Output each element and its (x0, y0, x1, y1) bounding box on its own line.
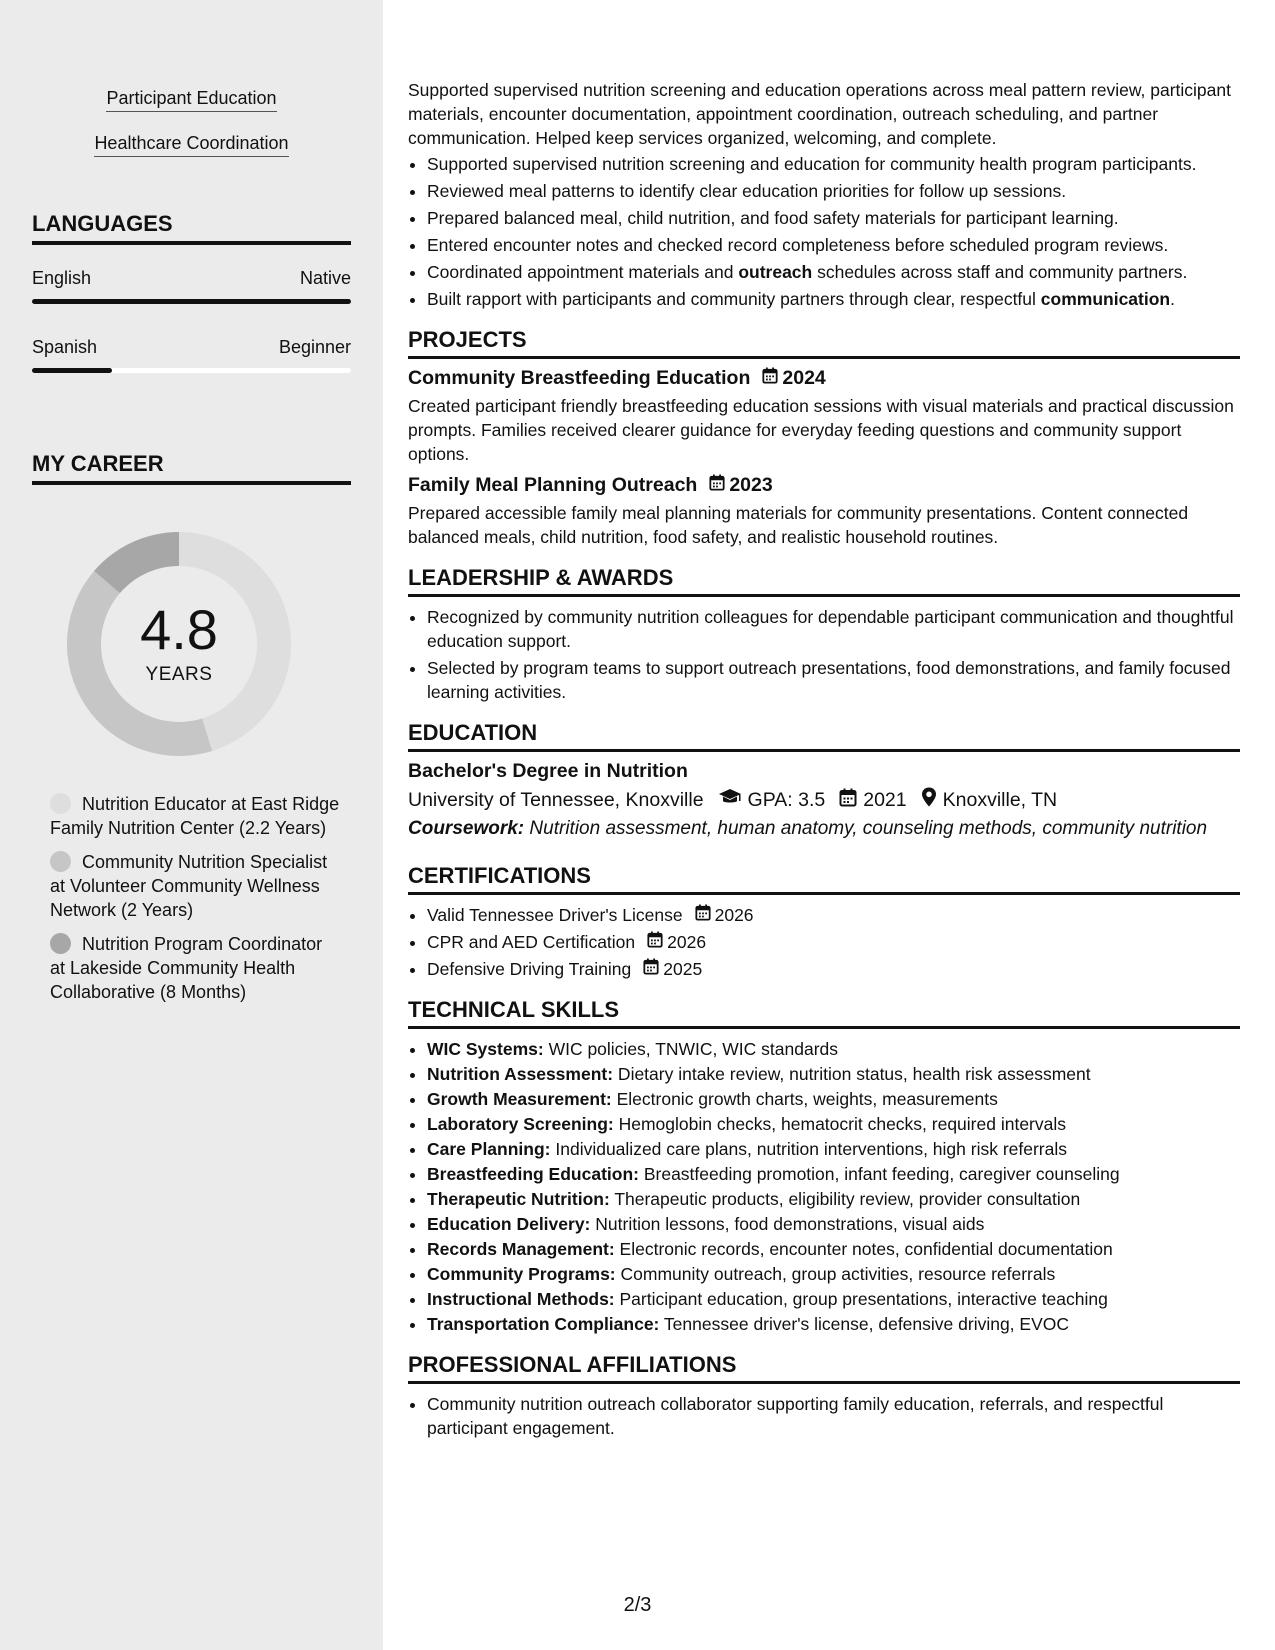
career-legend-dot (50, 933, 71, 954)
skill-text: Participant education, group presentations, interactive teaching (614, 1289, 1108, 1309)
bullet-text: schedules across staff and community partners. (812, 262, 1188, 282)
career-list (50, 792, 340, 1014)
career-legend-dot (50, 851, 71, 872)
location-pin-icon (921, 787, 937, 813)
skill-text: WIC policies, TNWIC, WIC standards (543, 1039, 839, 1059)
certification-year: 2026 (667, 932, 707, 952)
skill-label: Nutrition Assessment: (427, 1064, 614, 1084)
project-name: Community Breastfeeding Education (408, 367, 751, 389)
projects-list (408, 367, 1240, 549)
bullet-text: Coordinated appointment materials and (427, 262, 739, 282)
language-row (32, 268, 351, 289)
experience-bullet (427, 260, 1240, 284)
skill-item (427, 1287, 1240, 1311)
sidebar (0, 0, 383, 1650)
skills-heading: TECHNICAL SKILLS (408, 997, 1240, 1029)
graduation-year: 2021 (863, 788, 907, 811)
career-item (50, 792, 340, 840)
skill-text: Electronic records, encounter notes, confidential documentation (614, 1239, 1113, 1259)
experience-summary: Supported supervised nutrition screening and education operations across meal pattern review, participant materials, encounter documentation, appointment coordination, outreach scheduling, and partner communication. Helped keep services organized, welcoming, and complete. (408, 80, 1231, 148)
skill-item (427, 1312, 1240, 1336)
skill-text: Tennessee driver's license, defensive driving, EVOC (659, 1314, 1069, 1334)
language-name: Spanish (32, 337, 98, 357)
projects-heading: PROJECTS (408, 327, 1240, 359)
career-total-unit: YEARS (145, 664, 213, 685)
languages-heading: LANGUAGES (32, 211, 351, 245)
bullet-text: Entered encounter notes and checked record completeness before scheduled program reviews. (427, 235, 1169, 255)
education-heading: EDUCATION (408, 720, 1240, 752)
language-name: English (32, 268, 92, 288)
skill-text: Dietary intake review, nutrition status, health risk assessment (613, 1064, 1091, 1084)
calendar-icon (695, 903, 711, 927)
certification-name: • Valid Tennessee Driver's License (427, 905, 683, 925)
coursework-label: Coursework: (408, 818, 525, 839)
calendar-icon (839, 788, 857, 813)
skill-label: Breastfeeding Education: (427, 1164, 639, 1184)
project-header (408, 474, 1240, 497)
project-header (408, 367, 1240, 390)
page-number: 2/3 (623, 1594, 652, 1616)
language-proficiency-fill (32, 368, 112, 373)
certification-item (427, 903, 1240, 927)
language-proficiency-bar (32, 299, 351, 304)
career-item (50, 932, 340, 1004)
affiliations-heading: PROFESSIONAL AFFILIATIONS (408, 1352, 1240, 1384)
skill-item (427, 1062, 1240, 1086)
experience-bullet (427, 233, 1240, 257)
skill-text: Individualized care plans, nutrition interventions, high risk referrals (550, 1139, 1068, 1159)
calendar-icon (643, 957, 659, 981)
skills-list (408, 1037, 1240, 1336)
certifications-list (408, 903, 1240, 981)
career-heading: MY CAREER (32, 451, 351, 485)
skill-item (427, 1087, 1240, 1111)
skill-text: Electronic growth charts, weights, measurements (611, 1089, 998, 1109)
career-total-years: 4.8 (140, 598, 218, 661)
skill-label: Therapeutic Nutrition: (427, 1189, 610, 1209)
skill-tag: Healthcare Coordination (0, 133, 383, 154)
language-row (32, 337, 351, 358)
experience-bullet (427, 179, 1240, 203)
degree-title: Bachelor's Degree in Nutrition (408, 760, 688, 782)
affiliation-item: • Community nutrition outreach collaborator supporting family education, referrals, and respectful participant engagement. (427, 1392, 1240, 1440)
career-label: Nutrition Program Coordinator at Lakeside Community Health Collaborative (8 Months) (50, 934, 323, 1002)
skill-label: Care Planning: (427, 1139, 551, 1159)
project-year: 2023 (729, 474, 773, 496)
main-content (408, 78, 1240, 1443)
calendar-icon (709, 474, 725, 497)
skill-item (427, 1037, 1240, 1061)
certification-year: 2025 (663, 959, 703, 979)
certification-item (427, 957, 1240, 981)
skill-item (427, 1212, 1240, 1236)
graduation-cap-icon (718, 788, 742, 812)
skill-text: Hemoglobin checks, hematocrit checks, required intervals (613, 1114, 1067, 1134)
certification-item (427, 930, 1240, 954)
leadership-list (408, 605, 1240, 704)
bullet-text: . (1170, 289, 1175, 309)
calendar-icon (762, 367, 778, 390)
language-proficiency-fill (32, 299, 351, 304)
skill-label: Laboratory Screening: (427, 1114, 614, 1134)
language-level: Native (299, 268, 351, 288)
experience-bullet (427, 206, 1240, 230)
skill-item (427, 1262, 1240, 1286)
certification-row (427, 957, 702, 981)
career-label: Community Nutrition Specialist at Volunteer Community Wellness Network (2 Years) (50, 852, 328, 920)
career-label: Nutrition Educator at East Ridge Family Nutrition Center (2.2 Years) (50, 794, 340, 838)
project-description: Prepared accessible family meal planning materials for community presentations. Content connected balanced meals, child nutrition, food safety, and realistic household routines. (408, 503, 1189, 547)
coursework (408, 817, 1240, 841)
bullet-text: Supported supervised nutrition screening and education for community health program participants. (427, 154, 1197, 174)
affiliations-list (408, 1392, 1240, 1440)
school-name: University of Tennessee, Knoxville (408, 788, 704, 811)
certification-name: • CPR and AED Certification (427, 932, 636, 952)
certification-row (427, 903, 754, 927)
skill-label: WIC Systems: (427, 1039, 544, 1059)
career-item (50, 850, 340, 922)
leadership-heading: LEADERSHIP & AWARDS (408, 565, 1240, 597)
experience-bullets (408, 152, 1240, 311)
calendar-icon (647, 930, 663, 954)
skill-label: Education Delivery: (427, 1214, 591, 1234)
skill-text: Breastfeeding promotion, infant feeding, caregiver counseling (638, 1164, 1120, 1184)
leadership-item: • Recognized by community nutrition colleagues for dependable participant communication and thoughtful education support. (427, 605, 1240, 653)
bullet-text: Reviewed meal patterns to identify clear education priorities for follow up sessions. (427, 181, 1067, 201)
school-location: Knoxville, TN (942, 788, 1058, 811)
skill-label: Instructional Methods: (427, 1289, 615, 1309)
project-description: Created participant friendly breastfeeding education sessions with visual materials and practical discussion prompts. Families received clearer guidance for everyday feeding questions and community support options. (408, 396, 1234, 464)
skill-label: Growth Measurement: (427, 1089, 612, 1109)
skill-text: Community outreach, group activities, resource referrals (615, 1264, 1056, 1284)
coursework-text: Nutrition assessment, human anatomy, counseling methods, community nutrition (524, 818, 1208, 839)
career-legend-dot (50, 793, 71, 814)
skill-item (427, 1137, 1240, 1161)
certification-year: 2026 (714, 905, 754, 925)
skill-item (427, 1187, 1240, 1211)
bullet-text: Built rapport with participants and community partners through clear, respectful (427, 289, 1041, 309)
project-year: 2024 (782, 367, 826, 389)
skill-text: Nutrition lessons, food demonstrations, visual aids (590, 1214, 985, 1234)
gpa: GPA: 3.5 (747, 788, 826, 811)
bullet-keyword: communication (1040, 289, 1171, 309)
education-details (408, 787, 1240, 813)
experience-bullet (427, 287, 1240, 311)
certification-name: • Defensive Driving Training (427, 959, 632, 979)
project-name: Family Meal Planning Outreach (408, 474, 698, 496)
bullet-keyword: outreach (738, 262, 813, 282)
bullet-text: Prepared balanced meal, child nutrition, and food safety materials for participant learning. (427, 208, 1119, 228)
language-proficiency-bar (32, 368, 351, 373)
skill-tag: Participant Education (0, 88, 383, 109)
skill-text: Therapeutic products, eligibility review, provider consultation (609, 1189, 1081, 1209)
skill-label: Records Management: (427, 1239, 615, 1259)
language-level: Beginner (278, 337, 351, 357)
skill-label: Community Programs: (427, 1264, 616, 1284)
certifications-heading: CERTIFICATIONS (408, 863, 1240, 895)
skill-item (427, 1237, 1240, 1261)
skill-label: Transportation Compliance: (427, 1314, 660, 1334)
leadership-item: • Selected by program teams to support outreach presentations, food demonstrations, and family focused learning activities. (427, 656, 1240, 704)
skill-item (427, 1162, 1240, 1186)
skill-item (427, 1112, 1240, 1136)
certification-row (427, 930, 706, 954)
experience-bullet (427, 152, 1240, 176)
